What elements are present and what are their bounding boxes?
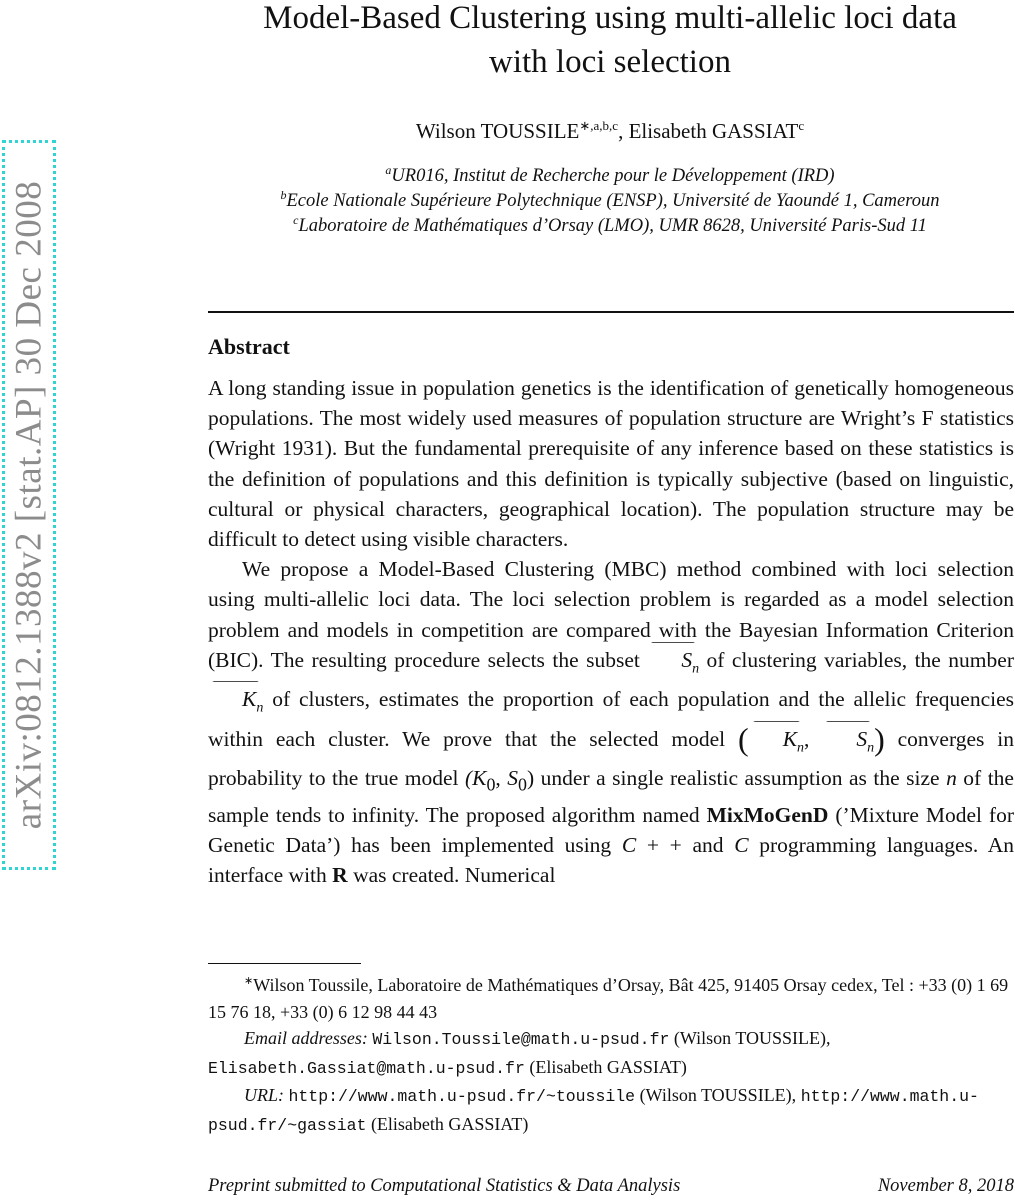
title-line-1: Model-Based Clustering using multi-allelic loci data xyxy=(263,0,957,36)
author-list xyxy=(205,118,1015,144)
cluster-count-symbol: $K_n$ xyxy=(208,684,263,724)
footnote-urls: URL: http://www.math.u-psud.fr/~toussile (Wilson TOUSSILE), http://www.math.u-psud.fr/~gassiat (Elisabeth GASSIAT) xyxy=(208,1085,979,1135)
affiliation xyxy=(205,163,1015,187)
arxiv-stamp xyxy=(2,140,56,870)
url-link-toussile[interactable]: http://www.math.u-psud.fr/~toussile xyxy=(288,1087,636,1106)
algorithm-name: MixMoGenD xyxy=(706,802,829,827)
url-link-gassiat[interactable]: http://www.math.u-psud.fr/~gassiat xyxy=(208,1087,979,1135)
abstract-paragraph: A long standing issue in population genetics is the identification of genetically homogeneous populations. The most widely used measures of population structure are Wright’s F statistics (Wright 1931). But the fundamental prerequisite of any inference based on these statistics is the definition of populations and this definition is typically subjective (based on linguistic, cultural or physical characters, geographical location). The population structure may be difficult to detect using visible characters. xyxy=(208,376,1014,552)
affiliation-text: Laboratoire de Mathématiques d’Orsay (LMO), UMR 8628, Université Paris-Sud 11 xyxy=(298,216,927,237)
true-model-symbol: ($K_0$, $S_0$) xyxy=(464,766,535,795)
author-marks: c xyxy=(798,118,805,133)
affiliation-mark: a xyxy=(385,163,392,177)
footnote-contact: ∗Wilson Toussile, Laboratoire de Mathématiques d’Orsay, Bât 425, 91405 Orsay cedex, Tel : +33 (0) 1 69 15 76 18, +33 (0) 6 12 98 44 43 xyxy=(208,975,1009,1022)
abstract-body xyxy=(208,373,1014,890)
author-name: Elisabeth GASSIAT xyxy=(628,119,799,143)
affiliation-text: UR016, Institut de Recherche pour le Développement (IRD) xyxy=(391,166,835,187)
footnotes xyxy=(208,968,1014,1139)
affiliation xyxy=(205,213,1015,237)
footnote-rule xyxy=(208,963,361,964)
author-name: Wilson TOUSSILE xyxy=(415,119,580,143)
r-software-name: R xyxy=(332,863,348,888)
email-link-toussile[interactable]: Wilson.Toussile@math.u-psud.fr xyxy=(372,1030,670,1049)
selected-subset-symbol: $S_n$ xyxy=(647,645,699,685)
affiliation xyxy=(205,188,1015,212)
footer-date: November 8, 2018 xyxy=(877,1176,1014,1196)
abstract-heading: Abstract xyxy=(208,334,290,359)
header-rule xyxy=(208,311,1014,313)
title-line-2: with loci selection xyxy=(489,44,731,80)
paper-title xyxy=(205,0,1015,84)
footnote-emails: Email addresses: Wilson.Toussile@math.u-psud.fr (Wilson TOUSSILE), Elisabeth.Gassiat@math.u-psud.fr (Elisabeth GASSIAT) xyxy=(208,1028,831,1078)
abstract-paragraph: We propose a Model-Based Clustering (MBC) method combined with loci selection using multi-allelic loci data. The loci selection problem is regarded as a model selection problem and models in competition are compared with the Bayesian Information Criterion (BIC). The resulting procedure selects the subset $S_n$ of clustering variables, the number $K_n$ of clusters, estimates the proportion of each population and the allelic frequencies within each cluster. We prove that the selected model ( $K_n$, $S_n$) converges in probability to the true model ($K_0$, $S_0$) under a single realistic assumption as the size n of the sample tends to infinity. The proposed algorithm named MixMoGenD (’Mixture Model for Genetic Data’) has been implemented using C + + and C programming languages. An interface with R was created. Numerical xyxy=(208,557,1015,888)
author-marks: ∗,a,b,c xyxy=(579,118,619,133)
email-link-gassiat[interactable]: Elisabeth.Gassiat@math.u-psud.fr xyxy=(208,1058,525,1078)
affiliation-mark: b xyxy=(280,188,287,202)
page-footer xyxy=(208,1176,1014,1197)
author-separator: , xyxy=(618,119,629,143)
footer-preprint-note: Preprint submitted to Computational Statistics & Data Analysis xyxy=(208,1176,681,1196)
affiliation-mark: c xyxy=(293,213,299,227)
arxiv-id: arXiv:0812.1388v2 [stat.AP] 30 Dec 2008 xyxy=(8,180,50,830)
affiliation-text: Ecole Nationale Supérieure Polytechnique (ENSP), Université de Yaoundé 1, Cameroun xyxy=(286,191,940,212)
